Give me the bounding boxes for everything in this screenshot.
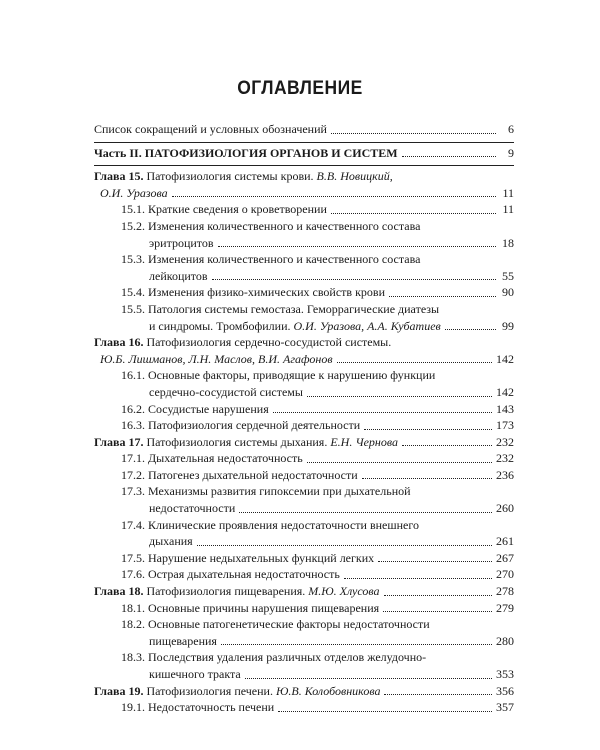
toc-entry-text: 17.4. Клинические проявления недостаточности внешнего (121, 517, 419, 532)
leader-dots (402, 445, 492, 446)
toc-entry-text: 18.3. Последствия удаления различных отделов желудочно- (121, 650, 427, 665)
page-number: 278 (496, 584, 514, 599)
leader-dots (307, 462, 492, 463)
toc-entry-text: 16.3. Патофизиология сердечной деятельности (121, 418, 361, 433)
leader-dots (172, 196, 496, 197)
page-number: 18 (502, 235, 514, 250)
toc-section-18-1[interactable] (94, 600, 514, 617)
leader-dots (384, 595, 492, 596)
page-number: 232 (496, 451, 514, 466)
divider (94, 165, 514, 166)
chapter-authors: О.И. Уразова (100, 185, 168, 200)
toc-section-17-5[interactable] (94, 550, 514, 567)
toc-section-15-2-cont[interactable] (94, 235, 514, 252)
toc-section-15-2[interactable] (94, 218, 514, 235)
leader-dots (307, 396, 492, 397)
toc-section-16-1[interactable] (94, 367, 514, 384)
page-number: 236 (496, 467, 514, 482)
toc-entry-abbreviations[interactable] (94, 121, 514, 138)
toc-entry-text: и синдромы. Тромбофилии. (149, 318, 294, 333)
toc-entry-text: недостаточности (149, 501, 236, 516)
leader-dots (331, 133, 496, 134)
toc-section-16-1-cont[interactable] (94, 384, 514, 401)
leader-dots (364, 429, 492, 430)
page-number: 143 (496, 401, 514, 416)
leader-dots (383, 611, 492, 612)
toc-chapter-15[interactable] (94, 168, 514, 185)
toc-entry-text: 15.5. Патология системы гемостаза. Геморрагические диатезы (121, 301, 440, 316)
toc-section-17-4[interactable] (94, 517, 514, 534)
toc-chapter-16[interactable] (94, 334, 514, 351)
chapter-authors: В.В. Новицкий, (316, 169, 393, 184)
toc-section-19-1[interactable] (94, 699, 514, 716)
leader-dots (402, 156, 496, 157)
toc-section-18-3[interactable] (94, 649, 514, 666)
toc-section-18-2[interactable] (94, 616, 514, 633)
page-number: 6 (508, 122, 514, 136)
toc-section-16-3[interactable] (94, 417, 514, 434)
leader-dots (245, 678, 492, 679)
leader-dots (273, 412, 492, 413)
toc-section-15-3-cont[interactable] (94, 268, 514, 285)
leader-dots (278, 711, 492, 712)
leader-dots (239, 512, 492, 513)
chapter-label: Глава 19. (94, 683, 144, 698)
chapter-authors: Ю.Б. Лишманов, Л.Н. Маслов, В.И. Агафонов (100, 351, 333, 366)
toc-entry-text: 15.3. Изменения количественного и качественного состава (121, 252, 421, 267)
toc-section-17-3[interactable] (94, 483, 514, 500)
page-number: 267 (496, 550, 514, 565)
page-number: 99 (502, 318, 514, 333)
toc-section-17-4-cont[interactable] (94, 533, 514, 550)
leader-dots (212, 279, 496, 280)
leader-dots (389, 296, 496, 297)
page-number: 280 (496, 633, 514, 648)
toc-entry-text: 18.1. Основные причины нарушения пищеварения (121, 600, 380, 615)
chapter-authors: Ю.В. Колобовникова (275, 683, 381, 698)
toc-entry-text: 16.1. Основные факторы, приводящие к нарушению функции (121, 368, 436, 383)
section-authors: О.И. Уразова, А.А. Кубатиев (293, 318, 441, 333)
page-number: 90 (502, 285, 514, 300)
toc-section-15-1[interactable] (94, 201, 514, 218)
toc-entry-text: 17.3. Механизмы развития гипоксемии при дыхательной (121, 484, 411, 499)
chapter-title: Патофизиология системы дыхания. (143, 434, 331, 449)
chapter-authors: Е.Н. Чернова (330, 434, 398, 449)
leader-dots (445, 329, 496, 330)
toc-entry-part-2[interactable] (94, 145, 514, 162)
toc-entry-text: 18.2. Основные патогенетические факторы недостаточности (121, 617, 430, 632)
page-number: 353 (496, 667, 514, 681)
toc-entry-text: кишечного тракта (149, 667, 241, 681)
leader-dots (221, 644, 492, 645)
page-number: 261 (496, 534, 514, 549)
toc-entry-text: лейкоцитов (149, 268, 208, 283)
toc-entry-text: 17.2. Патогенез дыхательной недостаточности (121, 467, 358, 482)
toc-entry-text: 15.1. Краткие сведения о кроветворении (121, 202, 327, 217)
toc-chapter-15-cont[interactable] (94, 185, 514, 202)
toc-section-16-2[interactable] (94, 401, 514, 418)
page-number: 357 (496, 700, 514, 715)
page-number: 356 (496, 683, 514, 698)
chapter-label: Глава 17. (94, 434, 144, 449)
toc-section-15-5-cont[interactable] (94, 318, 514, 335)
leader-dots (218, 246, 496, 247)
leader-dots (197, 545, 492, 546)
chapter-title: Патофизиология сердечно-сосудистой системы. (143, 335, 392, 350)
toc-chapter-18[interactable] (94, 583, 514, 600)
chapter-label: Глава 18. (94, 584, 144, 599)
toc-entry-text: 19.1. Недостаточность печени (121, 700, 275, 715)
toc-entry-text: пищеварения (149, 633, 217, 648)
page-number: 11 (502, 202, 514, 217)
toc-chapter-17[interactable] (94, 434, 514, 451)
toc-entry-text: эритроцитов (149, 235, 214, 250)
toc-section-17-2[interactable] (94, 467, 514, 484)
toc-entry-text: 16.2. Сосудистые нарушения (121, 401, 269, 416)
table-of-contents (94, 121, 514, 716)
divider (94, 142, 514, 143)
toc-entry-text: 17.1. Дыхательная недостаточность (121, 451, 303, 466)
toc-entry-text: 15.2. Изменения количественного и качественного состава (121, 218, 421, 233)
chapter-title: Патофизиология системы крови. (143, 169, 317, 184)
leader-dots (344, 578, 492, 579)
toc-section-18-2-cont[interactable] (94, 633, 514, 650)
toc-section-17-6[interactable] (94, 566, 514, 583)
chapter-label: Глава 16. (94, 335, 144, 350)
toc-entry-text: сердечно-сосудистой системы (149, 384, 303, 399)
toc-chapter-19[interactable] (94, 683, 514, 700)
page-title: ОГЛАВЛЕНИЕ (237, 78, 363, 99)
toc-entry-text: дыхания (149, 534, 193, 549)
page-number: 260 (496, 501, 514, 516)
toc-chapter-16-cont[interactable] (94, 351, 514, 368)
toc-section-17-1[interactable] (94, 450, 514, 467)
page-number: 55 (502, 268, 514, 283)
toc-entry-text: Список сокращений и условных обозначений (94, 122, 327, 136)
toc-entry-text: 15.4. Изменения физико-химических свойств крови (121, 285, 386, 300)
page-number: 9 (508, 145, 514, 160)
leader-dots (331, 213, 496, 214)
page-number: 173 (496, 418, 514, 433)
toc-section-17-3-cont[interactable] (94, 500, 514, 517)
page-number: 270 (496, 567, 514, 582)
chapter-title: Патофизиология печени. (143, 683, 276, 698)
toc-section-15-5[interactable] (94, 301, 514, 318)
leader-dots (362, 478, 492, 479)
toc-entry-text: 17.5. Нарушение недыхательных функций легких (121, 550, 375, 565)
page-number: 142 (496, 384, 514, 399)
toc-section-15-4[interactable] (94, 284, 514, 301)
page-number: 279 (496, 600, 514, 615)
chapter-label: Глава 15. (94, 169, 144, 184)
toc-section-18-3-cont[interactable] (94, 666, 514, 683)
toc-entry-text: 17.6. Острая дыхательная недостаточность (121, 567, 340, 582)
chapter-authors: М.Ю. Хлусова (308, 584, 380, 599)
leader-dots (378, 561, 492, 562)
chapter-title: Патофизиология пищеварения. (143, 584, 309, 599)
toc-entry-text: Часть II. ПАТОФИЗИОЛОГИЯ ОРГАНОВ И СИСТЕМ (94, 145, 398, 160)
page-number: 142 (496, 351, 514, 366)
page-number: 11 (502, 185, 514, 200)
toc-section-15-3[interactable] (94, 251, 514, 268)
page-number: 232 (496, 434, 514, 449)
leader-dots (337, 362, 492, 363)
leader-dots (384, 694, 492, 695)
